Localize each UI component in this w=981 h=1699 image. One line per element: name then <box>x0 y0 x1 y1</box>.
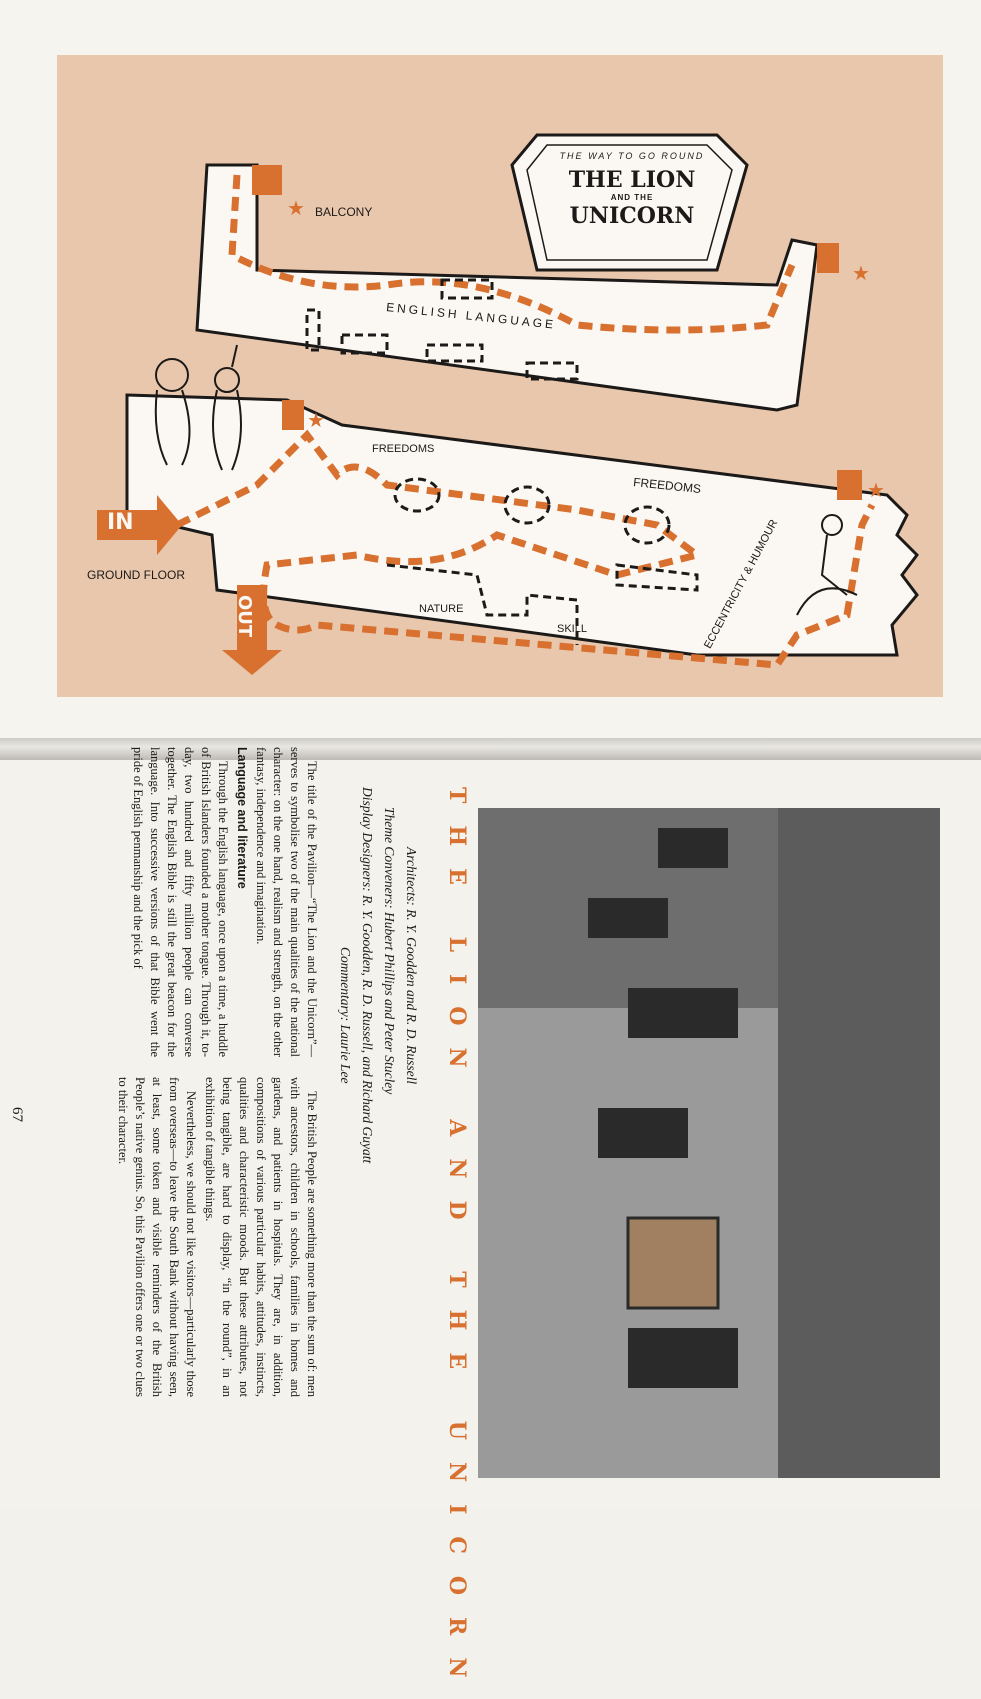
credit-display-designers: Display Designers: R. Y. Goodden, R. D. Russell, and Richard Guyatt <box>360 787 375 1164</box>
map-header-title-2: UNICORN <box>569 203 695 229</box>
svg-text:★: ★ <box>287 196 305 220</box>
label-freedoms-1: FREEDOMS <box>372 443 435 455</box>
rotated-text-block <box>0 747 470 1699</box>
label-ground-floor: GROUND FLOOR <box>87 568 186 582</box>
pavilion-route-map <box>57 55 943 697</box>
label-in: IN <box>107 510 134 535</box>
body-right-paragraph-2: Through the English language, once upon a time, a huddle of British Islanders founded a mother tongue. Through it, to-day, two hundred and fifty million people can converse together. The English Bible is still the great beacon for the language. Into successive versions of that Bible went the pride of English penmanship and the pick of <box>131 747 230 1057</box>
photo-drawing <box>478 808 940 1478</box>
pavilion-photograph <box>478 808 940 1478</box>
credit-theme-conveners: Theme Conveners: Hubert Phillips and Peter Stucley <box>382 807 397 1095</box>
map-page <box>0 0 981 738</box>
label-nature: NATURE <box>419 603 464 615</box>
label-eccentricity-text: ECCENTRICITY <box>702 573 751 651</box>
label-skill: SKILL <box>557 623 587 635</box>
route-map-drawing <box>57 55 943 697</box>
body-left-column <box>112 1077 320 1397</box>
credit-commentary: Commentary: Laurie Lee <box>338 947 353 1084</box>
label-english-language: ENGLISH LANGUAGE <box>385 300 557 332</box>
label-ampersand: & <box>741 564 756 577</box>
body-left-paragraph-1: The British People are something more than the sum of: men with ancestors, children in schools, families in homes and gardens, and patients in hospitals. They are, in addition, compositions of various particular habits, attitudes, instincts, qualities and characteristic moods. But these attributes, not being tangible, are hard to display, “in the round”, in an exhibition of tangible things. <box>203 1077 319 1397</box>
map-header-title-1: THE LION <box>568 167 696 193</box>
subheading: Language and literature <box>235 747 249 889</box>
label-freedoms-2: FREEDOMS <box>632 475 702 497</box>
body-right-column <box>127 747 320 1057</box>
label-out: OUT <box>234 595 255 638</box>
map-header-small: THE WAY TO GO ROUND <box>559 151 705 161</box>
body-left-paragraph-2: Nevertheless, we should not like visitors—particularly those from overseas—to leave the South Bank without having seen, at least, some token and visible reminders of the British People’s native genius. So, this Pavilion offers one or two clues to their character. <box>116 1077 198 1397</box>
svg-text:★: ★ <box>867 478 885 502</box>
label-humour: HUMOUR <box>746 517 781 568</box>
credit-architects: Architects: R. Y. Goodden and R. D. Russell <box>404 847 419 1085</box>
svg-text:★: ★ <box>852 261 870 285</box>
credits <box>334 787 422 1437</box>
label-balcony: BALCONY <box>315 205 373 219</box>
body-right-paragraph-1: The title of the Pavilion—“The Lion and the Unicorn”—serves to symbolise two of the main qualities of the national character: on the one hand, realism and strength, on the other fantasy, independence and imagination. <box>254 747 319 1057</box>
map-header-small-2: AND THE <box>610 193 654 202</box>
page-number: 67 <box>9 1107 25 1122</box>
page-title: THE LION AND THE UNICORN <box>444 787 470 1699</box>
svg-text:★: ★ <box>307 408 325 432</box>
